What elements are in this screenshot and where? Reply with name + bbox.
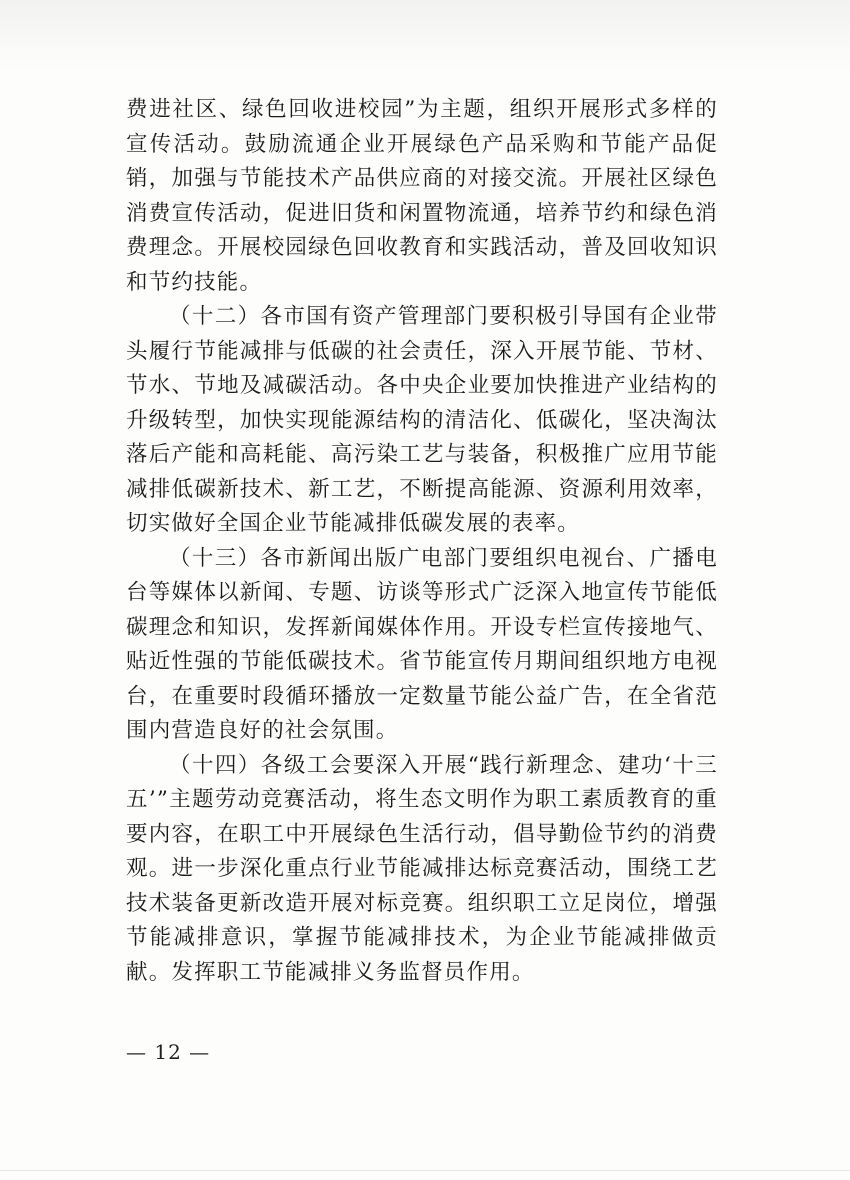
paragraph-13: （十三）各市新闻出版广电部门要组织电视台、广播电台等媒体以新闻、专题、访谈等形式广泛深入地宣传节能低碳理念和知识，发挥新闻媒体作用。开设专栏宣传接地气、贴近性强的节能低碳技术。省节能宣传月期间组织地方电视台，在重要时段循环播放一定数量节能公益广告，在全省范围内营造良好的社会氛围。: [126, 545, 718, 743]
scan-shadow: [0, 0, 850, 70]
scan-edge-line: [0, 1170, 850, 1171]
paragraph-12: （十二）各市国有资产管理部门要积极引导国有企业带头履行节能减排与低碳的社会责任，深入开展节能、节材、节水、节地及减碳活动。各中央企业要加快推进产业结构的升级转型，加快实现能源结构的清洁化、低碳化，坚决淘汰落后产能和高耗能、高污染工艺与装备，积极推广应用节能减排低碳新技术、新工艺，不断提高能源、资源利用效率，切实做好全国企业节能减排低碳发展的表率。: [126, 304, 718, 536]
document-body: [126, 93, 718, 990]
page-number: — 12 —: [126, 1040, 211, 1064]
paragraph-continuation: 费进社区、绿色回收进校园”为主题，组织开展形式多样的宣传活动。鼓励流通企业开展绿色产品采购和节能产品促销，加强与节能技术产品供应商的对接交流。开展社区绿色消费宣传活动，促进旧货和闲置物流通，培养节约和绿色消费理念。开展校园绿色回收教育和实践活动，普及回收知识和节约技能。: [126, 97, 718, 295]
paragraph-14: （十四）各级工会要深入开展“践行新理念、建功‘十三五’”主题劳动竞赛活动，将生态文明作为职工素质教育的重要内容，在职工中开展绿色生活行动，倡导勤俭节约的消费观。进一步深化重点行业节能减排达标竞赛活动，围绕工艺技术装备更新改造开展对标竞赛。组织职工立足岗位，增强节能减排意识，掌握节能减排技术，为企业节能减排做贡献。发挥职工节能减排义务监督员作用。: [126, 752, 718, 985]
